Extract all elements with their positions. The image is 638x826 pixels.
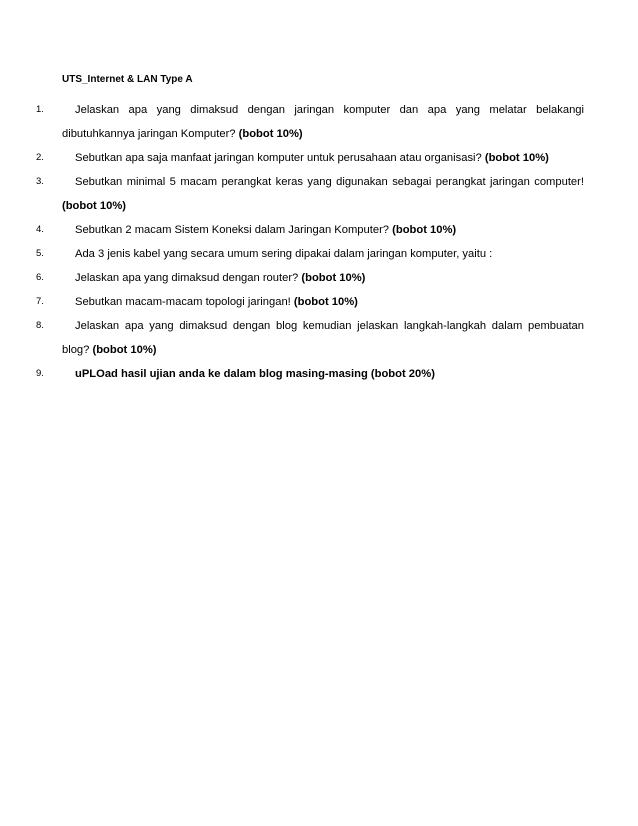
question-6 <box>0 266 638 290</box>
question-weight: uPLOad hasil ujian anda ke dalam blog masing-masing (bobot 20%) <box>75 368 435 380</box>
question-text: Ada 3 jenis kabel yang secara umum sering dipakai dalam jaringan komputer, yaitu : <box>75 248 493 260</box>
question-number: 1. <box>36 104 44 115</box>
question-1 <box>0 98 638 146</box>
question-weight: (bobot 10%) <box>484 152 549 164</box>
question-text: Sebutkan 2 macam Sistem Koneksi dalam Jaringan Komputer? <box>75 224 393 236</box>
question-number: 6. <box>36 272 44 283</box>
question-number: 8. <box>36 320 44 331</box>
document-title: UTS_Internet & LAN Type A <box>62 74 193 85</box>
question-weight: (bobot 10%) <box>62 200 127 212</box>
question-weight: (bobot 10%) <box>392 224 457 236</box>
question-8 <box>0 314 638 362</box>
question-list <box>0 98 638 386</box>
question-7 <box>0 290 638 314</box>
question-number: 9. <box>36 368 44 379</box>
question-weight: (bobot 10%) <box>238 128 303 140</box>
question-number: 2. <box>36 152 44 163</box>
question-text: Jelaskan apa yang dimaksud dengan jaringan komputer dan apa yang melatar belakangi dibutuhkannya jaringan Komputer? <box>62 104 584 140</box>
question-5 <box>0 242 638 266</box>
question-number: 3. <box>36 176 44 187</box>
question-2 <box>0 146 638 170</box>
question-text: Sebutkan apa saja manfaat jaringan komputer untuk perusahaan atau organisasi? <box>75 152 485 164</box>
question-weight: (bobot 10%) <box>301 272 366 284</box>
question-number: 5. <box>36 248 44 259</box>
question-text: Jelaskan apa yang dimaksud dengan blog kemudian jelaskan langkah-langkah dalam pembuatan blog? <box>62 320 584 356</box>
question-4 <box>0 218 638 242</box>
question-weight: (bobot 10%) <box>293 296 358 308</box>
question-9 <box>0 362 638 386</box>
question-text: Jelaskan apa yang dimaksud dengan router? <box>75 272 302 284</box>
question-weight: (bobot 10%) <box>92 344 157 356</box>
question-number: 4. <box>36 224 44 235</box>
question-number: 7. <box>36 296 44 307</box>
question-text: Sebutkan macam-macam topologi jaringan! <box>75 296 294 308</box>
question-text: Sebutkan minimal 5 macam perangkat keras yang digunakan sebagai perangkat jaringan computer! <box>75 176 584 188</box>
question-3 <box>0 170 638 218</box>
